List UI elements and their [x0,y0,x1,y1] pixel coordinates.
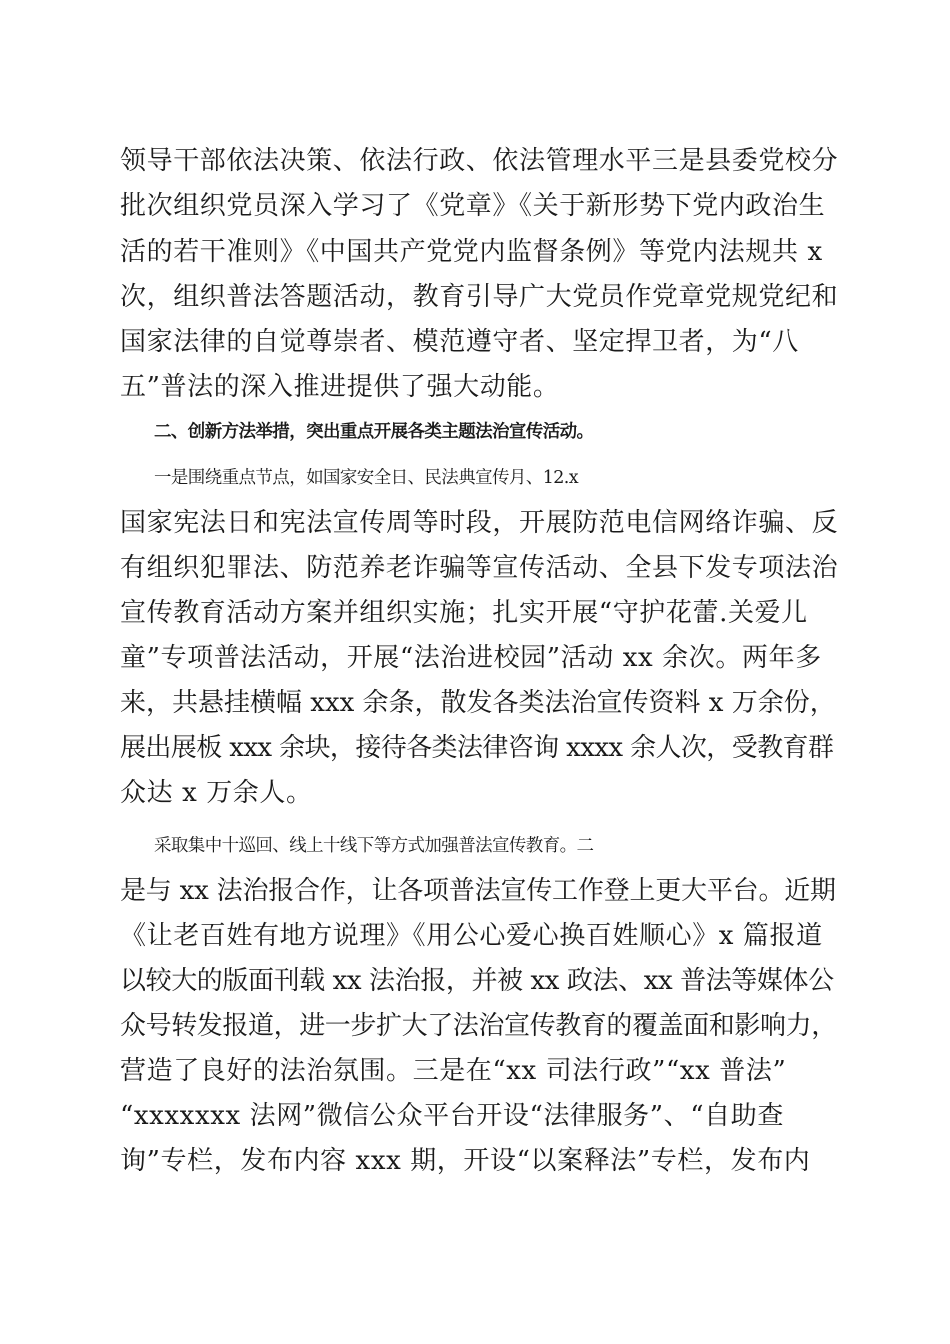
text-line: 宣传教育活动方案并组织实施；扎实开展“守护花蕾.关爱儿 [120,598,808,628]
text-line: 五”普法的深入推进提供了强大动能。 [120,372,560,402]
text-line: 来，共悬挂横幅 xxx 余条，散发各类法治宣传资料 x 万余份， [120,688,836,718]
text-line: 一是围绕重点节点，如国家安全日、民法典宣传月、12.x [154,468,578,488]
text-line: 众达 x 万余人。 [120,778,313,808]
text-line: 《让老百姓有地方说理》《用公心爱心换百姓顺心》x 篇报道 [120,921,823,951]
text-line: 领导干部依法决策、依法行政、依法管理水平三是县委党校分 [120,146,839,176]
text-line: 有组织犯罪法、防范养老诈骗等宣传活动、全县下发专项法治 [120,553,839,583]
text-line: 展出展板 xxx 余块，接待各类法律咨询 xxxx 余人次，受教育群 [120,733,834,763]
text-line: 活的若干准则》《中国共产党党内监督条例》等党内法规共 x [120,237,823,267]
text-line: 营造了良好的法治氛围。三是在“xx 司法行政”“xx 普法” [120,1056,787,1086]
text-line: 众号转发报道，进一步扩大了法治宣传教育的覆盖面和影响力， [120,1011,837,1041]
text-line: 是与 xx 法治报合作，让各项普法宣传工作登上更大平台。近期 [120,876,836,906]
text-line: 国家宪法日和宪法宣传周等时段，开展防范电信网络诈骗、反 [120,508,839,538]
text-line: 次，组织普法答题活动，教育引导广大党员作党章党规党纪和 [120,282,839,312]
text-line: 以较大的版面刊载 xx 法治报，并被 xx 政法、xx 普法等媒体公 [120,966,834,996]
text-line: 国家法律的自觉尊崇者、模范遵守者、坚定捍卫者，为“八 [120,327,799,357]
section-heading: 二、创新方法举措，突出重点开展各类主题法治宣传活动。 [154,422,594,442]
text-line: 采取集中十巡回、线上十线下等方式加强普法宣传教育。二 [154,836,594,856]
text-line: 询”专栏，发布内容 xxx 期，开设“以案释法”专栏，发布内 [120,1146,811,1176]
text-line: 童”专项普法活动，开展“法治进校园”活动 xx 余次。两年多 [120,643,822,673]
text-line: 批次组织党员深入学习了《党章》《关于新形势下党内政治生 [120,191,826,221]
text-line: “xxxxxxx 法网”微信公众平台开设“法律服务”、“自助查 [120,1101,784,1131]
